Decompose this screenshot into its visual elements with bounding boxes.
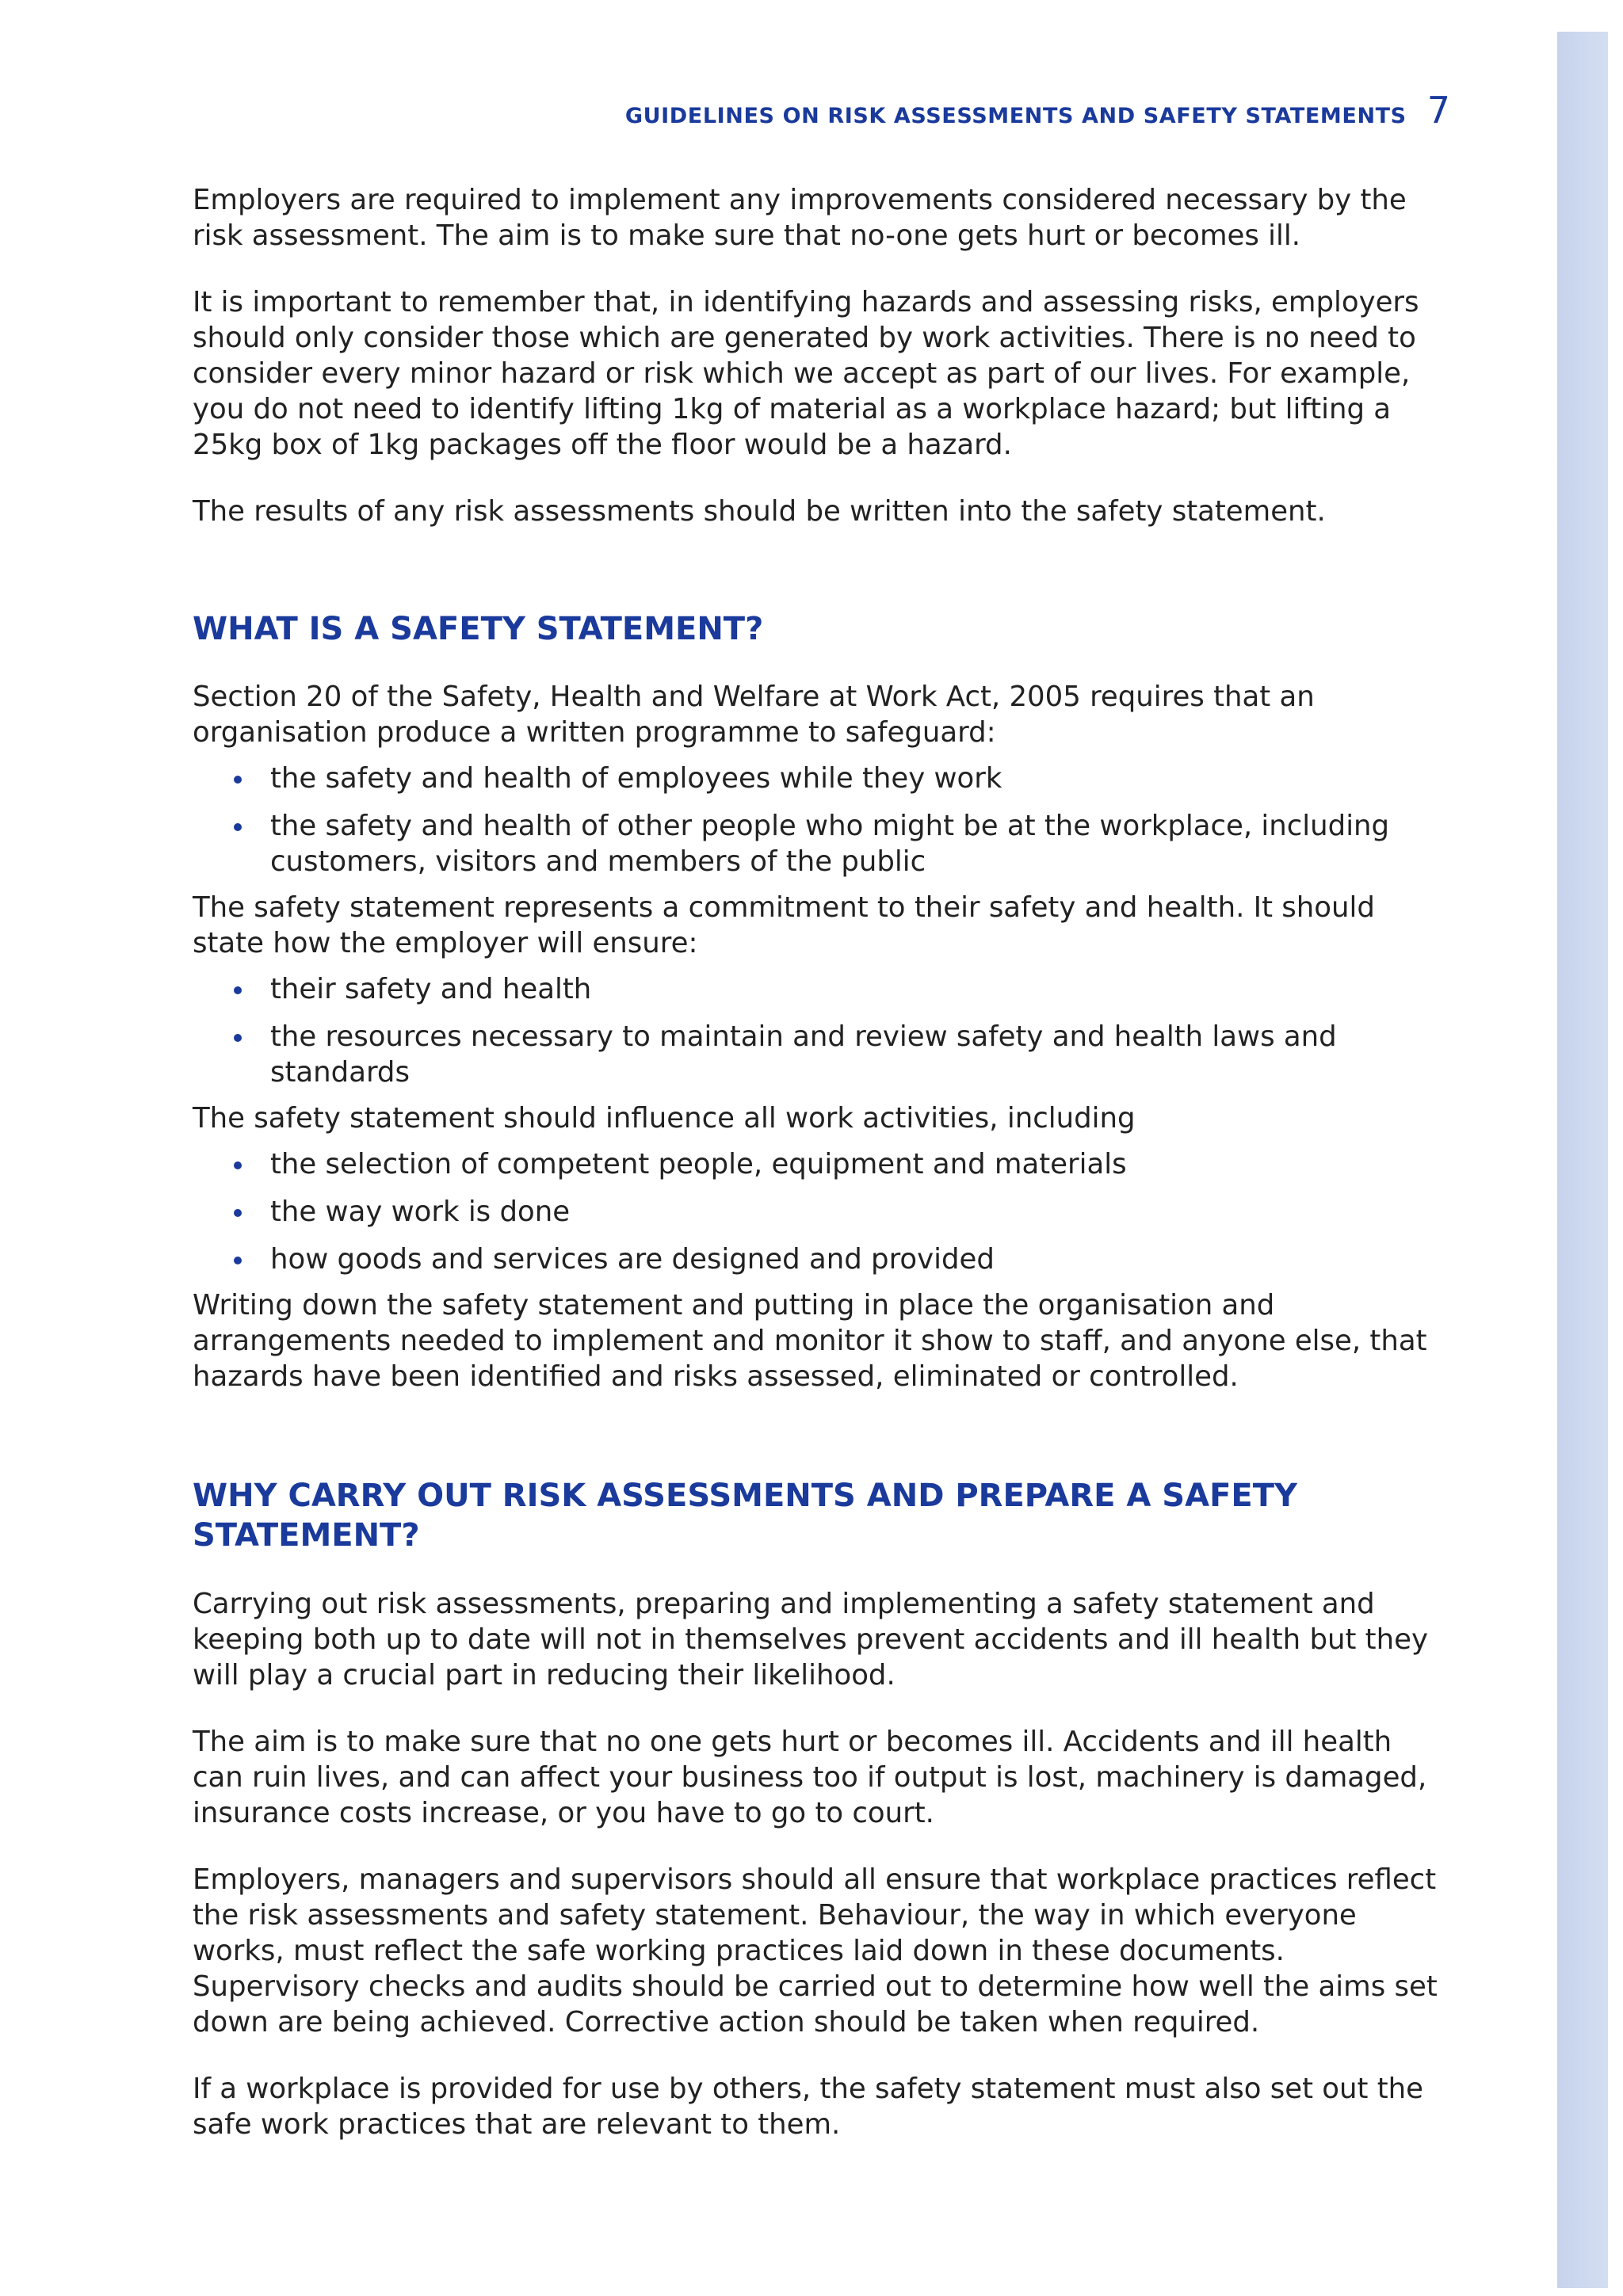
intro-paragraph-2: It is important to remember that, in identifying hazards and assessing risks, employers should only consider those which are generated by work activities. There is no need to consider every minor hazard or risk which we accept as part of our lives. For example, you do not need to identify lifting 1kg of material as a workplace hazard; but lifting a 25kg box of 1kg packages off the floor would be a hazard. xyxy=(193,286,1419,461)
list-item xyxy=(193,1241,1445,1277)
bullet-icon xyxy=(234,1161,242,1169)
bullet-list xyxy=(193,1146,1445,1277)
list-item xyxy=(193,761,1445,796)
section-paragraph: If a workplace is provided for use by others, the safety statement must also set out the safe work practices that are relevant to them. xyxy=(193,2073,1423,2141)
bullet-list xyxy=(193,761,1445,879)
intro-paragraph-3: The results of any risk assessments should be written into the safety statement. xyxy=(193,495,1326,528)
list-item xyxy=(193,1019,1445,1090)
section-paragraph: The safety statement represents a commitment to their safety and health. It should state how the employer will ensure: xyxy=(193,891,1375,959)
bullet-icon xyxy=(234,986,242,994)
section-paragraph: Employers, managers and supervisors should all ensure that workplace practices reflect the risk assessments and safety statement. Behaviour, the way in which everyone works, must reflect the safe working practices laid down in these documents. Supervisory checks and audits should be carried out to determine how well the aims set down are being achieved. Corrective action should be taken when required. xyxy=(193,1863,1438,2039)
page-number: 7 xyxy=(1426,89,1450,132)
running-header xyxy=(625,89,1450,132)
list-item-text: the safety and health of employees while they work xyxy=(270,762,1002,795)
list-item-text: how goods and services are designed and provided xyxy=(270,1243,995,1276)
section-heading-safety-statement: WHAT IS A SAFETY STATEMENT? xyxy=(193,611,764,647)
bullet-icon xyxy=(234,1209,242,1217)
list-item-text: the safety and health of other people who might be at the workplace, including customers, visitors and members of the public xyxy=(270,810,1390,878)
decorative-side-bar xyxy=(1557,32,1608,2288)
list-item xyxy=(193,808,1445,879)
bullet-icon xyxy=(234,1257,242,1264)
bullet-icon xyxy=(234,823,242,831)
page-body xyxy=(193,182,1445,2142)
section-paragraph: The safety statement should influence all work activities, including xyxy=(193,1102,1136,1135)
section-paragraph: The aim is to make sure that no one gets hurt or becomes ill. Accidents and ill health can ruin lives, and can affect your business too if output is lost, machinery is damaged, insurance costs increase, or you have to go to court. xyxy=(193,1726,1427,1829)
list-item-text: the selection of competent people, equipment and materials xyxy=(270,1148,1127,1180)
section-paragraph: Section 20 of the Safety, Health and Welfare at Work Act, 2005 requires that an organisation produce a written programme to safeguard: xyxy=(193,681,1315,749)
list-item-text: the way work is done xyxy=(270,1196,571,1228)
intro-paragraph-1: Employers are required to implement any improvements considered necessary by the risk assessment. The aim is to make sure that no-one gets hurt or becomes ill. xyxy=(193,184,1407,252)
section-paragraph: Carrying out risk assessments, preparing and implementing a safety statement and keeping both up to date will not in themselves prevent accidents and ill health but they will play a crucial part in reducing their likelihood. xyxy=(193,1588,1428,1691)
bullet-icon xyxy=(234,1034,242,1042)
running-title: GUIDELINES ON RISK ASSESSMENTS AND SAFETY STATEMENTS xyxy=(624,104,1407,128)
section-heading-why: WHY CARRY OUT RISK ASSESSMENTS AND PREPARE A SAFETY STATEMENT? xyxy=(193,1478,1297,1554)
section-paragraph: Writing down the safety statement and putting in place the organisation and arrangements needed to implement and monitor it show to staff, and anyone else, that hazards have been identified and risks assessed, eliminated or controlled. xyxy=(193,1289,1427,1393)
list-item-text: the resources necessary to maintain and review safety and health laws and standards xyxy=(270,1020,1337,1089)
bullet-list xyxy=(193,971,1445,1090)
list-item-text: their safety and health xyxy=(270,973,592,1005)
list-item xyxy=(193,971,1445,1007)
bullet-icon xyxy=(234,776,242,784)
list-item xyxy=(193,1194,1445,1230)
list-item xyxy=(193,1146,1445,1182)
